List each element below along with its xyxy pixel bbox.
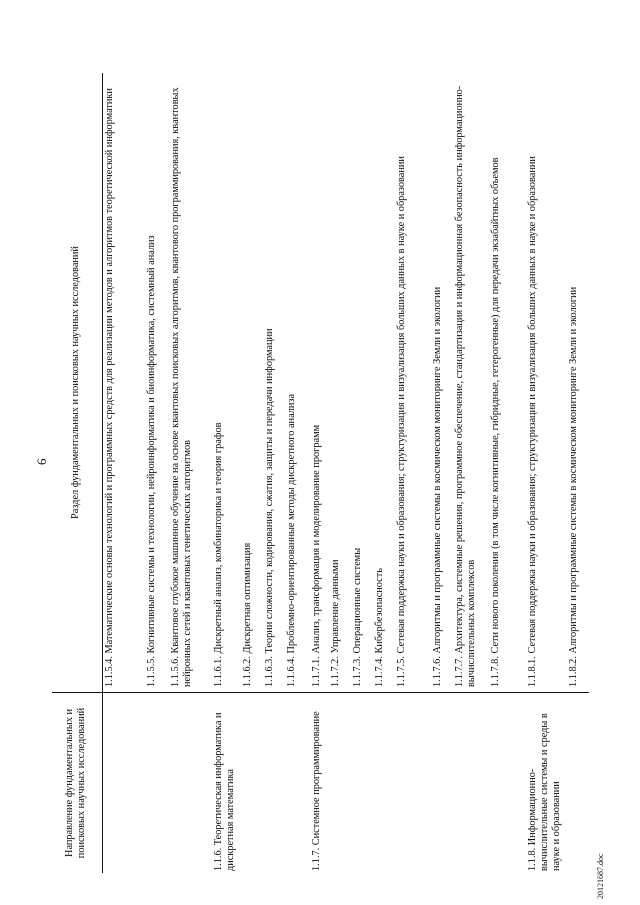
table-row xyxy=(285,73,307,873)
direction-cell: 1.1.6. Теоретическая информатика и дискретная математика xyxy=(209,693,241,874)
direction-cell: 1.1.7. Системное программирование xyxy=(307,693,329,874)
header-section: Раздел фундаментальных и поисковых научных исследований xyxy=(52,73,103,693)
section-cell: 1.1.7.3. Операционные системы xyxy=(351,547,363,687)
section-cell: 1.1.7.7. Архитектура, системные решения, программное обеспечение, стандартизация и информационная безопасность информационно-вычислительных комплексов xyxy=(453,85,477,687)
direction-cell xyxy=(263,693,285,874)
table-row xyxy=(431,73,453,873)
section-cell: 1.1.6.2. Дискретная оптимизация xyxy=(241,542,253,687)
research-table xyxy=(52,73,589,873)
direction-cell xyxy=(395,693,431,874)
file-name-footer: 20121687.doc xyxy=(596,853,605,899)
section-cell: 1.1.8.1. Сетевая поддержка науки и образования; структуризация и визуализация больших данных в науке и образовании xyxy=(526,156,538,687)
table-row xyxy=(453,73,489,873)
table-header-row xyxy=(52,73,103,873)
table-row xyxy=(395,73,431,873)
table-row xyxy=(145,73,169,873)
direction-cell xyxy=(103,693,145,874)
table-row xyxy=(169,73,209,873)
table-row xyxy=(523,73,567,873)
section-cell: 1.1.7.8. Сети нового поколения (в том числе когнитивные, гибридные, гетерогенные) для передачи экзабайтных объемов xyxy=(489,157,501,687)
direction-cell xyxy=(145,693,169,874)
table-row xyxy=(103,73,145,873)
section-cell: 1.1.7.5. Сетевая поддержка науки и образования; структуризация и визуализация больших данных в науке и образовании xyxy=(395,156,407,687)
table-row xyxy=(329,73,351,873)
table-row xyxy=(209,73,241,873)
table-row xyxy=(307,73,329,873)
section-cell: 1.1.5.6. Квантовое глубокое машинное обучение на основе квантовых поисковых алгоритмов, квантового программирования, квантовых нейронных сетей и квантовых генетических алгоритмов xyxy=(169,87,193,687)
section-cell: 1.1.6.4. Проблемно-ориентированные методы дискретного анализа xyxy=(285,393,297,687)
direction-cell xyxy=(431,693,453,874)
direction-cell xyxy=(169,693,209,874)
header-direction: Направление фундаментальных и поисковых научных исследований xyxy=(52,693,103,874)
section-cell: 1.1.7.2. Управление данными xyxy=(329,559,341,687)
section-cell: 1.1.7.1. Анализ, трансформация и моделирование программ xyxy=(310,424,322,687)
page-number: 6 xyxy=(34,458,49,465)
section-cell: 1.1.6.3. Теории сложности, кодирования, сжатия, защиты и передачи информации xyxy=(263,328,275,687)
direction-cell xyxy=(285,693,307,874)
table-row xyxy=(489,73,523,873)
direction-cell xyxy=(373,693,395,874)
table-row xyxy=(567,73,589,873)
direction-cell xyxy=(567,693,589,874)
direction-cell xyxy=(241,693,263,874)
table-row xyxy=(373,73,395,873)
section-cell: 1.1.7.4. Кибербезопасность xyxy=(373,568,385,687)
table-row xyxy=(351,73,373,873)
direction-cell: 1.1.8. Информационно-вычислительные системы и среды в науке и образовании xyxy=(523,693,567,874)
section-cell: 1.1.8.2. Алгоритмы и программные системы в космическом мониторинге Земли и экологии xyxy=(567,286,579,687)
section-cell: 1.1.7.6. Алгоритмы и программные системы в космическом мониторинге Земли и экологии xyxy=(431,286,443,687)
table-row xyxy=(263,73,285,873)
section-cell: 1.1.5.4. Математические основы технологий и программных средств для реализации методов и алгоритмов теоретической информатики xyxy=(104,88,115,687)
direction-cell xyxy=(351,693,373,874)
section-cell: 1.1.6.1. Дискретный анализ, комбинаторика и теория графов xyxy=(212,422,224,687)
direction-cell xyxy=(453,693,489,874)
direction-cell xyxy=(329,693,351,874)
direction-cell xyxy=(489,693,523,874)
section-cell: 1.1.5.5. Когнитивные системы и технологии, нейроинформатика и биоинформатика, системный анализ xyxy=(145,235,157,687)
table-row xyxy=(241,73,263,873)
